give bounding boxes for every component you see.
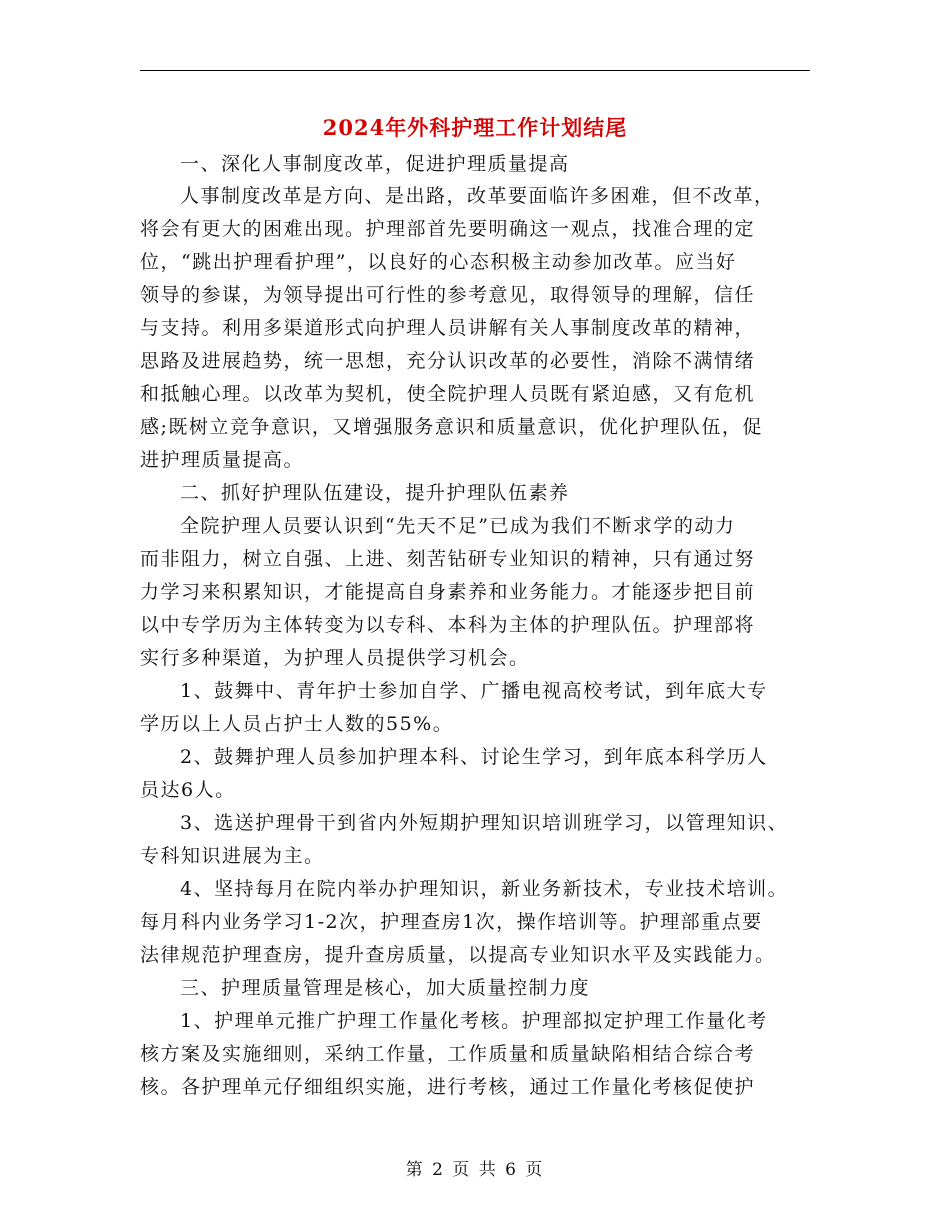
list-item-line: 2、鼓舞护理人员参加护理本科、讨论生学习，到年底本科学历人 bbox=[180, 746, 768, 768]
section-heading: 二、抓好护理队伍建设，提升护理队伍素养 bbox=[180, 482, 570, 504]
list-item-line: 1、鼓舞中、青年护士参加自学、广播电视高校考试，到年底大专 bbox=[180, 680, 768, 702]
paragraph-line: 与支持。利用多渠道形式向护理人员讲解有关人事制度改革的精神， bbox=[140, 317, 756, 339]
paragraph-line: 而非阻力，树立自强、上进、刻苦钻研专业知识的精神，只有通过努 bbox=[140, 548, 756, 570]
list-item-line: 1、护理单元推广护理工作量化考核。护理部拟定护理工作量化考 bbox=[180, 1010, 768, 1032]
list-item-line: 3、选送护理骨干到省内外短期护理知识培训班学习，以管理知识、 bbox=[180, 812, 789, 834]
list-item-line: 4、坚持每月在院内举办护理知识，新业务新技术，专业技术培训。 bbox=[180, 878, 789, 900]
section-heading: 三、护理质量管理是核心，加大质量控制力度 bbox=[180, 977, 591, 999]
paragraph-line: 领导的参谋，为领导提出可行性的参考意见，取得领导的理解，信任 bbox=[140, 284, 756, 306]
paragraph-line: 感;既树立竞争意识，又增强服务意识和质量意识，优化护理队伍，促 bbox=[140, 416, 763, 438]
paragraph-line: 进护理质量提高。 bbox=[140, 449, 305, 471]
section-heading: 一、深化人事制度改革，促进护理质量提高 bbox=[180, 153, 570, 175]
paragraph-line: 人事制度改革是方向、是出路，改革要面临许多困难，但不改革， bbox=[180, 185, 775, 207]
header-rule bbox=[140, 70, 810, 71]
paragraph-line: 力学习来积累知识，才能提高自身素养和业务能力。才能逐步把目前 bbox=[140, 581, 756, 603]
list-item-line: 核。各护理单元仔细组织实施，进行考核，通过工作量化考核促使护 bbox=[140, 1076, 756, 1098]
document-title: 2024年外科护理工作计划结尾 bbox=[322, 115, 628, 140]
list-item-line: 每月科内业务学习1-2次，护理查房1次，操作培训等。护理部重点要 bbox=[140, 911, 763, 933]
paragraph-line: 实行多种渠道，为护理人员提供学习机会。 bbox=[140, 647, 530, 669]
list-item-line: 法律规范护理查房，提升查房质量，以提高专业知识水平及实践能力。 bbox=[140, 944, 776, 966]
paragraph-line: 思路及进展趋势，统一思想，充分认识改革的必要性，消除不满情绪 bbox=[140, 350, 756, 372]
paragraph-line: 将会有更大的困难出现。护理部首先要明确这一观点，找准合理的定 bbox=[140, 218, 756, 240]
page-number-footer: 第 2 页 共 6 页 bbox=[405, 1160, 545, 1180]
list-item-line: 员达6人。 bbox=[140, 779, 236, 801]
paragraph-line: 全院护理人员要认识到“先天不足”已成为我们不断求学的动力 bbox=[180, 515, 736, 537]
list-item-line: 专科知识进展为主。 bbox=[140, 845, 325, 867]
paragraph-line: 和抵触心理。以改革为契机，使全院护理人员既有紧迫感，又有危机 bbox=[140, 383, 756, 405]
paragraph-line: 位，“跳出护理看护理”，以良好的心态积极主动参加改革。应当好 bbox=[140, 251, 737, 273]
list-item-line: 学历以上人员占护士人数的55%。 bbox=[140, 713, 454, 735]
list-item-line: 核方案及实施细则，采纳工作量，工作质量和质量缺陷相结合综合考 bbox=[140, 1043, 756, 1065]
paragraph-line: 以中专学历为主体转变为以专科、本科为主体的护理队伍。护理部将 bbox=[140, 614, 756, 636]
